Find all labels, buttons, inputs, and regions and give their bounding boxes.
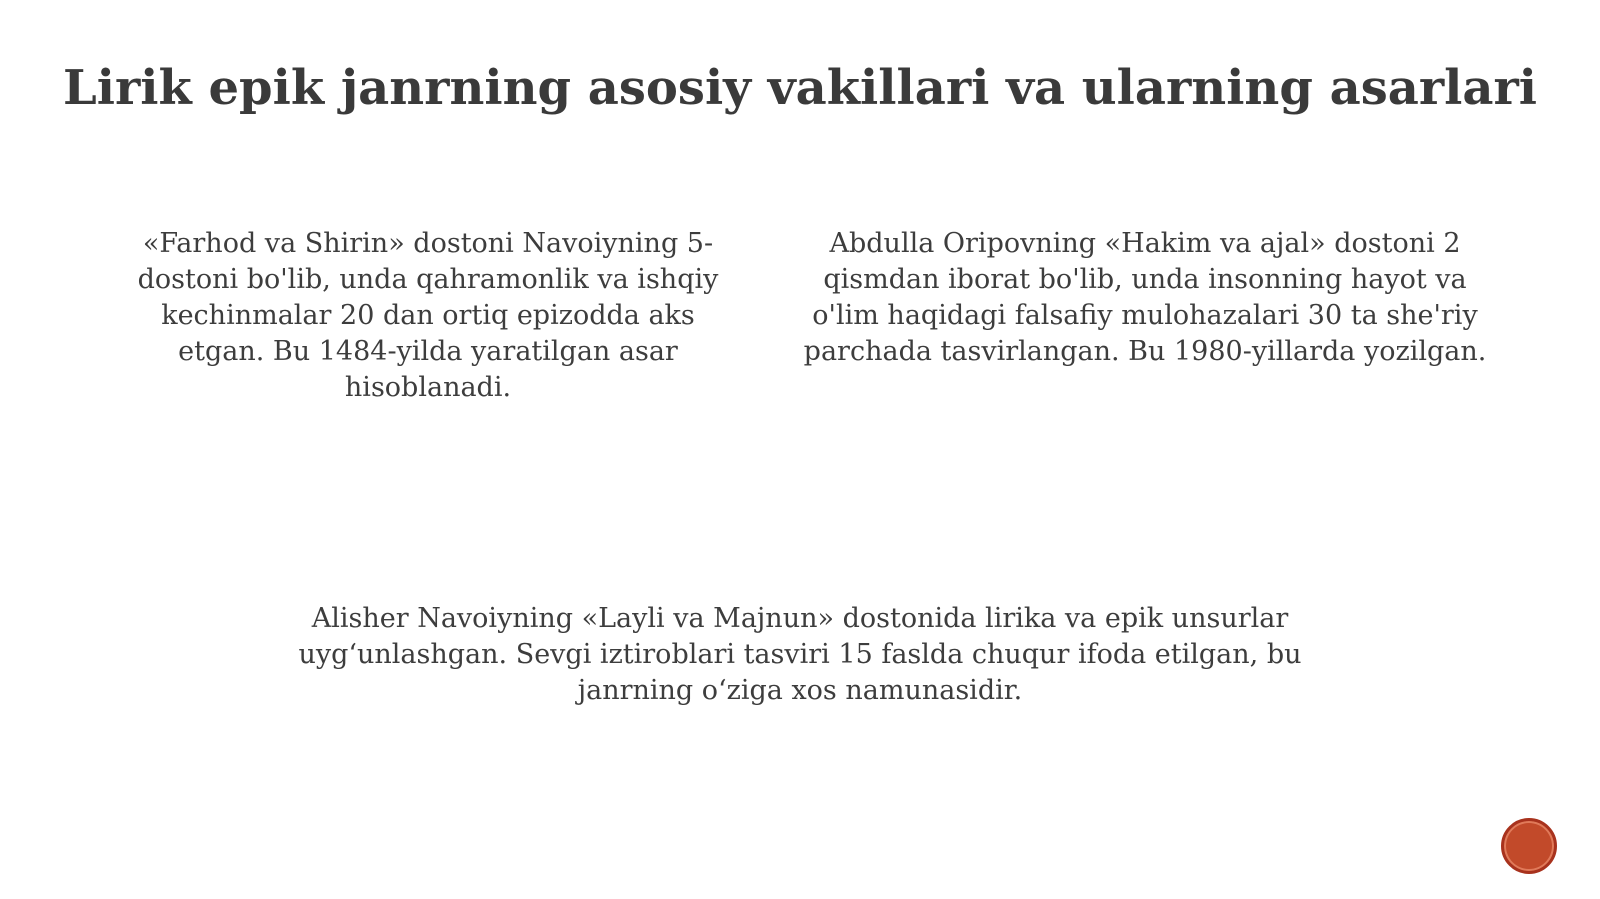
paragraph-hakim-ajal: Abdulla Oripovning «Hakim va ajal» dostoni 2 qismdan iborat bo'lib, unda insonning hayot va o'lim haqidagi falsafiy mulohazalari 30 ta she'riy parchada tasvirlangan. Bu 1980-yillarda yozilgan. — [803, 228, 1487, 367]
circle-button-icon[interactable] — [1501, 818, 1557, 874]
paragraph-layli-majnun: Alisher Navoiyning «Layli va Majnun» dostonida lirika va epik unsurlar uyg‘unlashgan. Sevgi iztiroblari tasviri 15 faslda chuqur ifoda etilgan, bu janrning o‘ziga xos namunasidir. — [298, 603, 1302, 706]
slide-title: Lirik epik janrning asosiy vakillari va ularning asarlari — [63, 60, 1537, 116]
paragraph-farhod-shirin: «Farhod va Shirin» dostoni Navoiyning 5-dostoni bo'lib, unda qahramonlik va ishqiy kechinmalar 20 dan ortiq epizodda aks etgan. Bu 1484-yilda yaratilgan asar hisoblanadi. — [137, 228, 719, 403]
